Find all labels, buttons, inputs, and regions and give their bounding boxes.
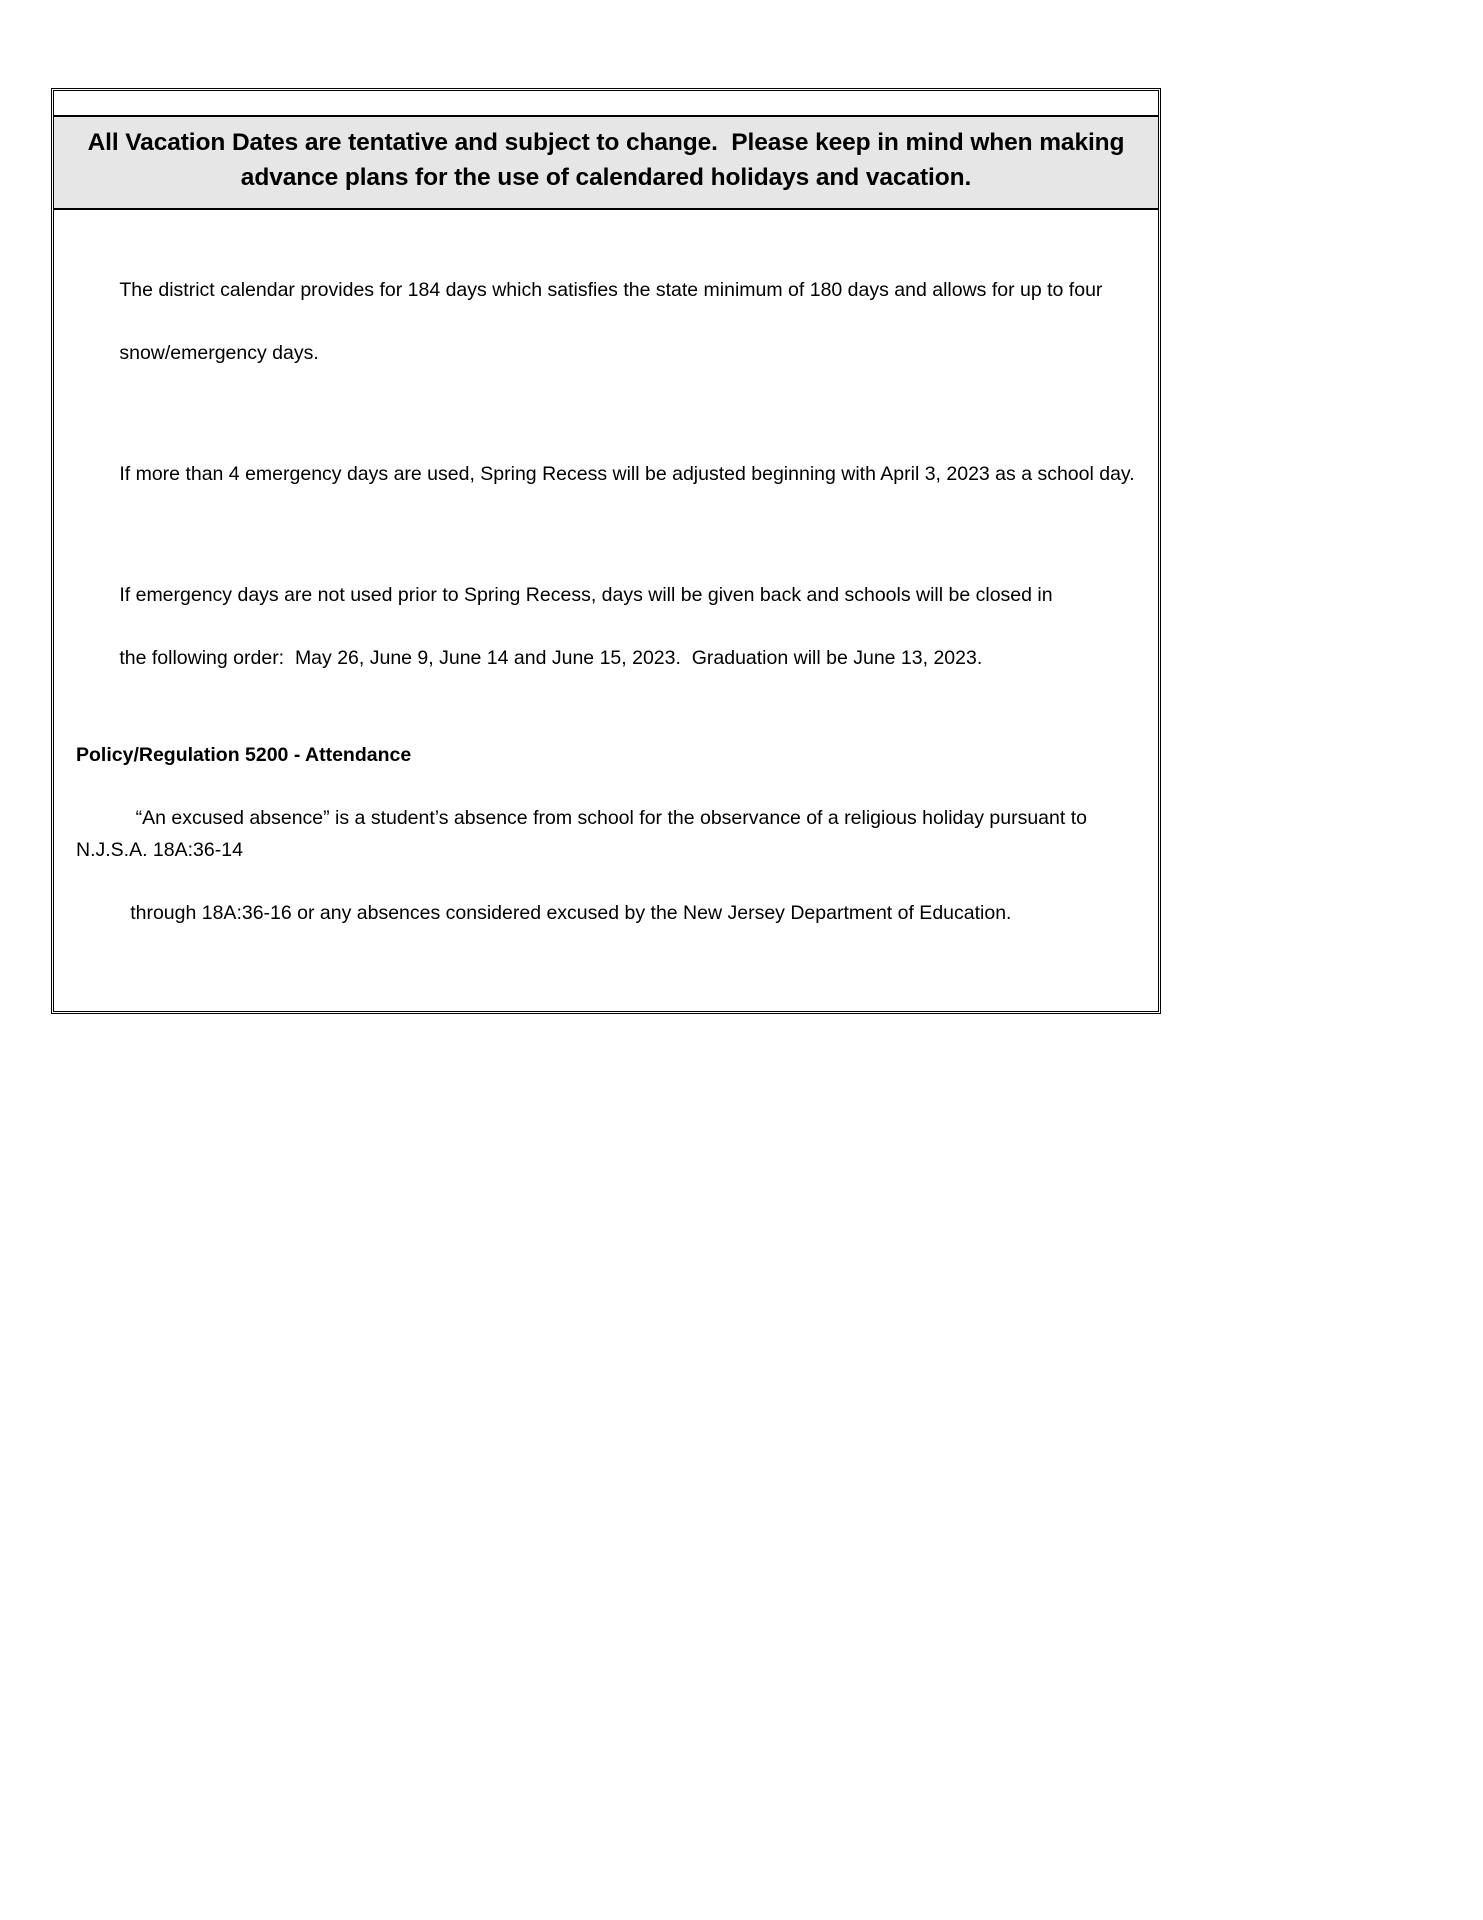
paragraph-excused-absence xyxy=(76,772,1136,961)
notice-heading-line-1: All Vacation Dates are tentative and subject to change. Please keep in mind when making xyxy=(87,129,1125,156)
notice-body-cell xyxy=(54,210,1158,1012)
policy-section xyxy=(76,740,1136,961)
paragraph-excused-absence-line-1: “An excused absence” is a student’s absence from school for the observance of a religious holiday pursuant to N.J.S.A. 18A:36-14 xyxy=(76,807,1093,861)
policy-section-title: Policy/Regulation 5200 - Attendance xyxy=(76,744,412,767)
paragraph-excused-absence-line-2: through 18A:36-16 or any absences considered excused by the New Jersey Department of Education. xyxy=(130,901,1012,924)
paragraph-calendar-days-line-1: The district calendar provides for 184 days which satisfies the state minimum of 180 days and allows for up to four xyxy=(119,279,1103,302)
paragraph-days-given-back-line-1: If emergency days are not used prior to Spring Recess, days will be given back and schools will be closed in xyxy=(119,583,1053,606)
notice-heading-cell xyxy=(54,117,1158,210)
paragraph-days-given-back-line-2: the following order: May 26, June 9, June 14 and June 15, 2023. Graduation will be June 13, 2023. xyxy=(119,646,983,669)
paragraph-emergency-days-spring-recess xyxy=(76,427,1136,522)
notice-heading-line-2: advance plans for the use of calendared holidays and vacation. xyxy=(240,163,972,191)
paragraph-calendar-days xyxy=(76,244,1136,402)
vacation-notice-box xyxy=(51,88,1161,1014)
paragraph-days-given-back xyxy=(76,548,1136,706)
paragraph-emergency-days-spring-recess-text: If more than 4 emergency days are used, Spring Recess will be adjusted beginning with April 3, 2023 as a school day. xyxy=(119,463,1135,486)
paragraph-calendar-days-line-2: snow/emergency days. xyxy=(119,342,319,365)
notice-top-spacer-row xyxy=(54,91,1158,117)
